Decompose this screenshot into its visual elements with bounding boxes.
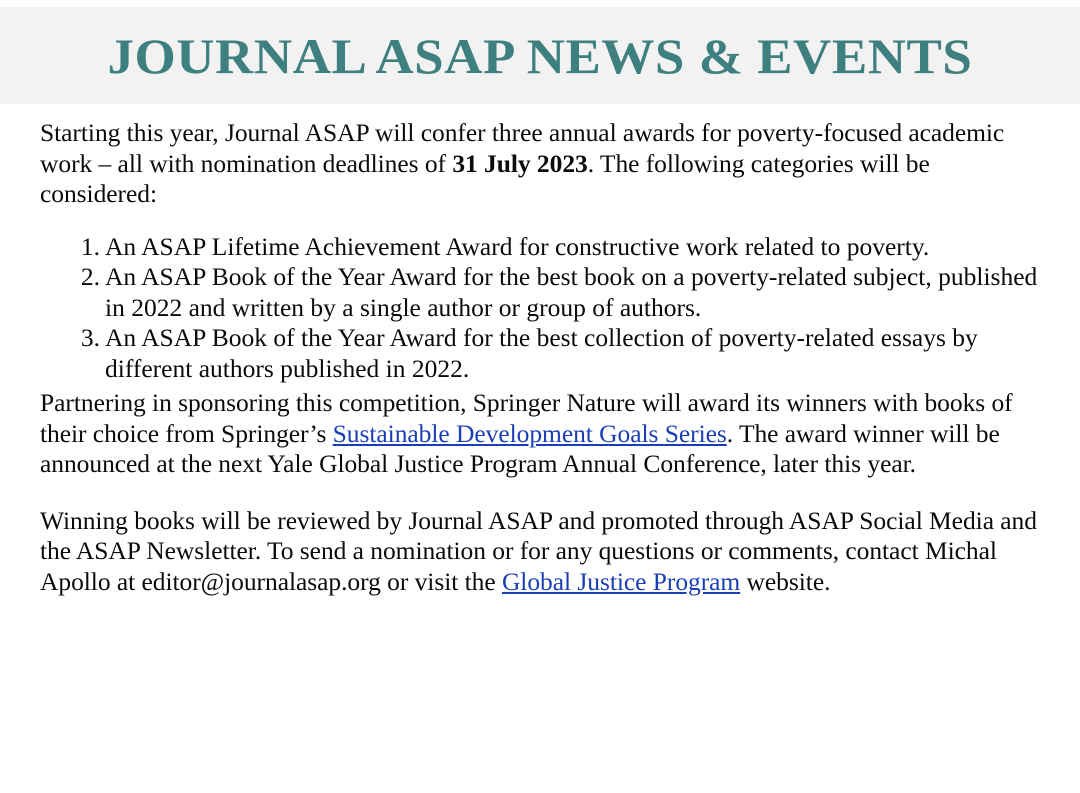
newsletter-body	[0, 104, 1080, 597]
intro-text-part1: Starting this year, Journal ASAP will confer three annual awards for poverty-focused academic work – all with nomination deadlines of	[40, 118, 1005, 178]
list-item	[40, 262, 1040, 323]
page-header-band	[0, 7, 1080, 104]
sustainable-development-goals-series-link[interactable]: Sustainable Development Goals Series	[332, 418, 727, 448]
list-item-label: An ASAP Book of the Year Award for the best collection of poverty-related essays by different authors published in 2022.	[105, 323, 978, 383]
list-item-label: An ASAP Lifetime Achievement Award for constructive work related to poverty.	[105, 231, 930, 261]
sponsor-paragraph	[40, 388, 1040, 480]
contact-text-part3: website.	[740, 566, 831, 596]
list-item-label: An ASAP Book of the Year Award for the best book on a poverty-related subject, published in 2022 and written by a single author or group of authors.	[105, 262, 1038, 322]
list-item-number: 3.	[80, 323, 100, 352]
sponsor-text-part2: . The award winner will be announced at the next Yale Global Justice Program Annual Conference, later this year.	[40, 418, 1000, 478]
page-title: JOURNAL ASAP NEWS & EVENTS	[107, 27, 973, 84]
list-item-number: 1.	[80, 231, 100, 261]
contact-paragraph	[40, 506, 1040, 598]
contact-text-part2: or visit the	[380, 566, 502, 596]
contact-email: editor@journalasap.org	[141, 566, 381, 596]
sponsor-text-part1: Partnering in sponsoring this competition, Springer Nature will award its winners with books of their choice from Springer’s	[40, 388, 1013, 448]
list-item	[40, 323, 1040, 384]
intro-text-part2: . The following categories will be considered:	[40, 148, 930, 208]
contact-text-part1: Winning books will be reviewed by Journal ASAP and promoted through ASAP Social Media and the ASAP Newsletter. To send a nomination or for any questions or comments, contact Michal Apollo at	[40, 505, 1037, 596]
list-item	[40, 232, 1040, 263]
list-item-number: 2.	[80, 262, 100, 291]
intro-paragraph	[40, 118, 1040, 210]
global-justice-program-link[interactable]: Global Justice Program	[501, 566, 741, 596]
nomination-deadline: 31 July 2023	[452, 148, 588, 178]
award-categories-list	[40, 232, 1040, 385]
